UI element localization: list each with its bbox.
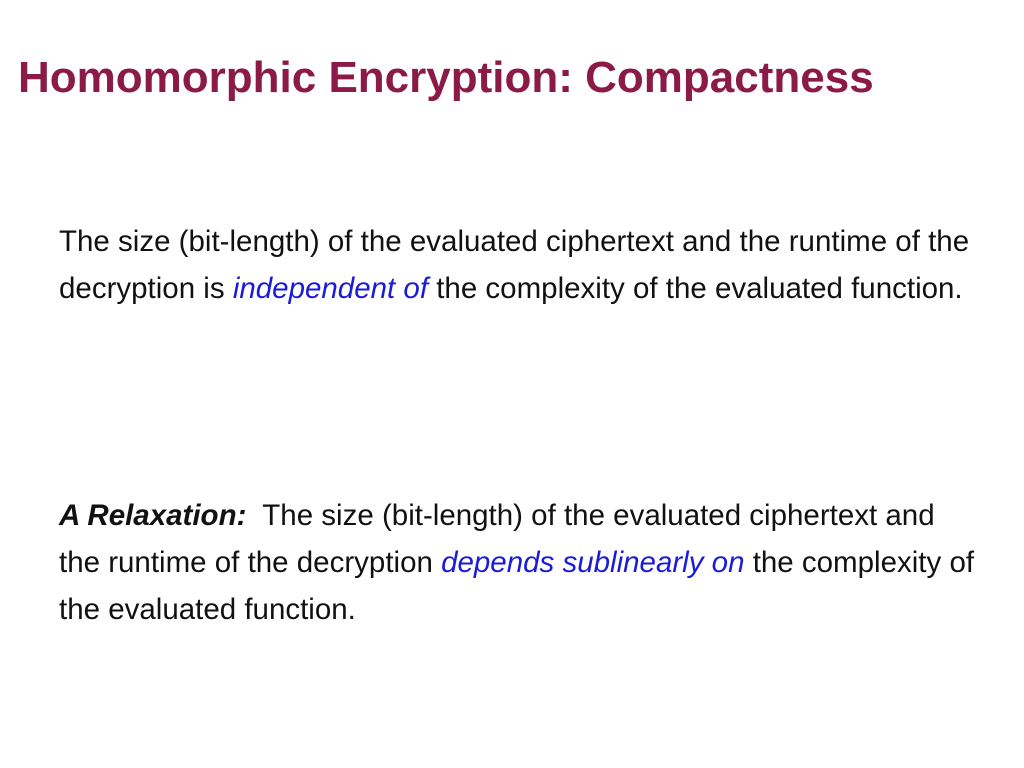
relaxation-highlight: depends sublinearly on bbox=[441, 546, 745, 579]
compactness-definition bbox=[59, 218, 979, 312]
definition-text-end: the complexity of the evaluated function. bbox=[428, 272, 963, 305]
definition-highlight: independent of bbox=[232, 272, 429, 305]
relaxation-text-end: the complexity of the evaluated function. bbox=[59, 546, 975, 626]
slide-title: Homomorphic Encryption: Compactness bbox=[18, 53, 874, 102]
relaxation-definition bbox=[59, 492, 979, 633]
relaxation-lead: A Relaxation: bbox=[59, 499, 247, 532]
relaxation-text-start: The size (bit-length) of the evaluated ciphertext and the runtime of the decryption bbox=[59, 499, 943, 579]
definition-text-start: The size (bit-length) of the evaluated ciphertext and the runtime of the decryption is bbox=[59, 225, 970, 305]
